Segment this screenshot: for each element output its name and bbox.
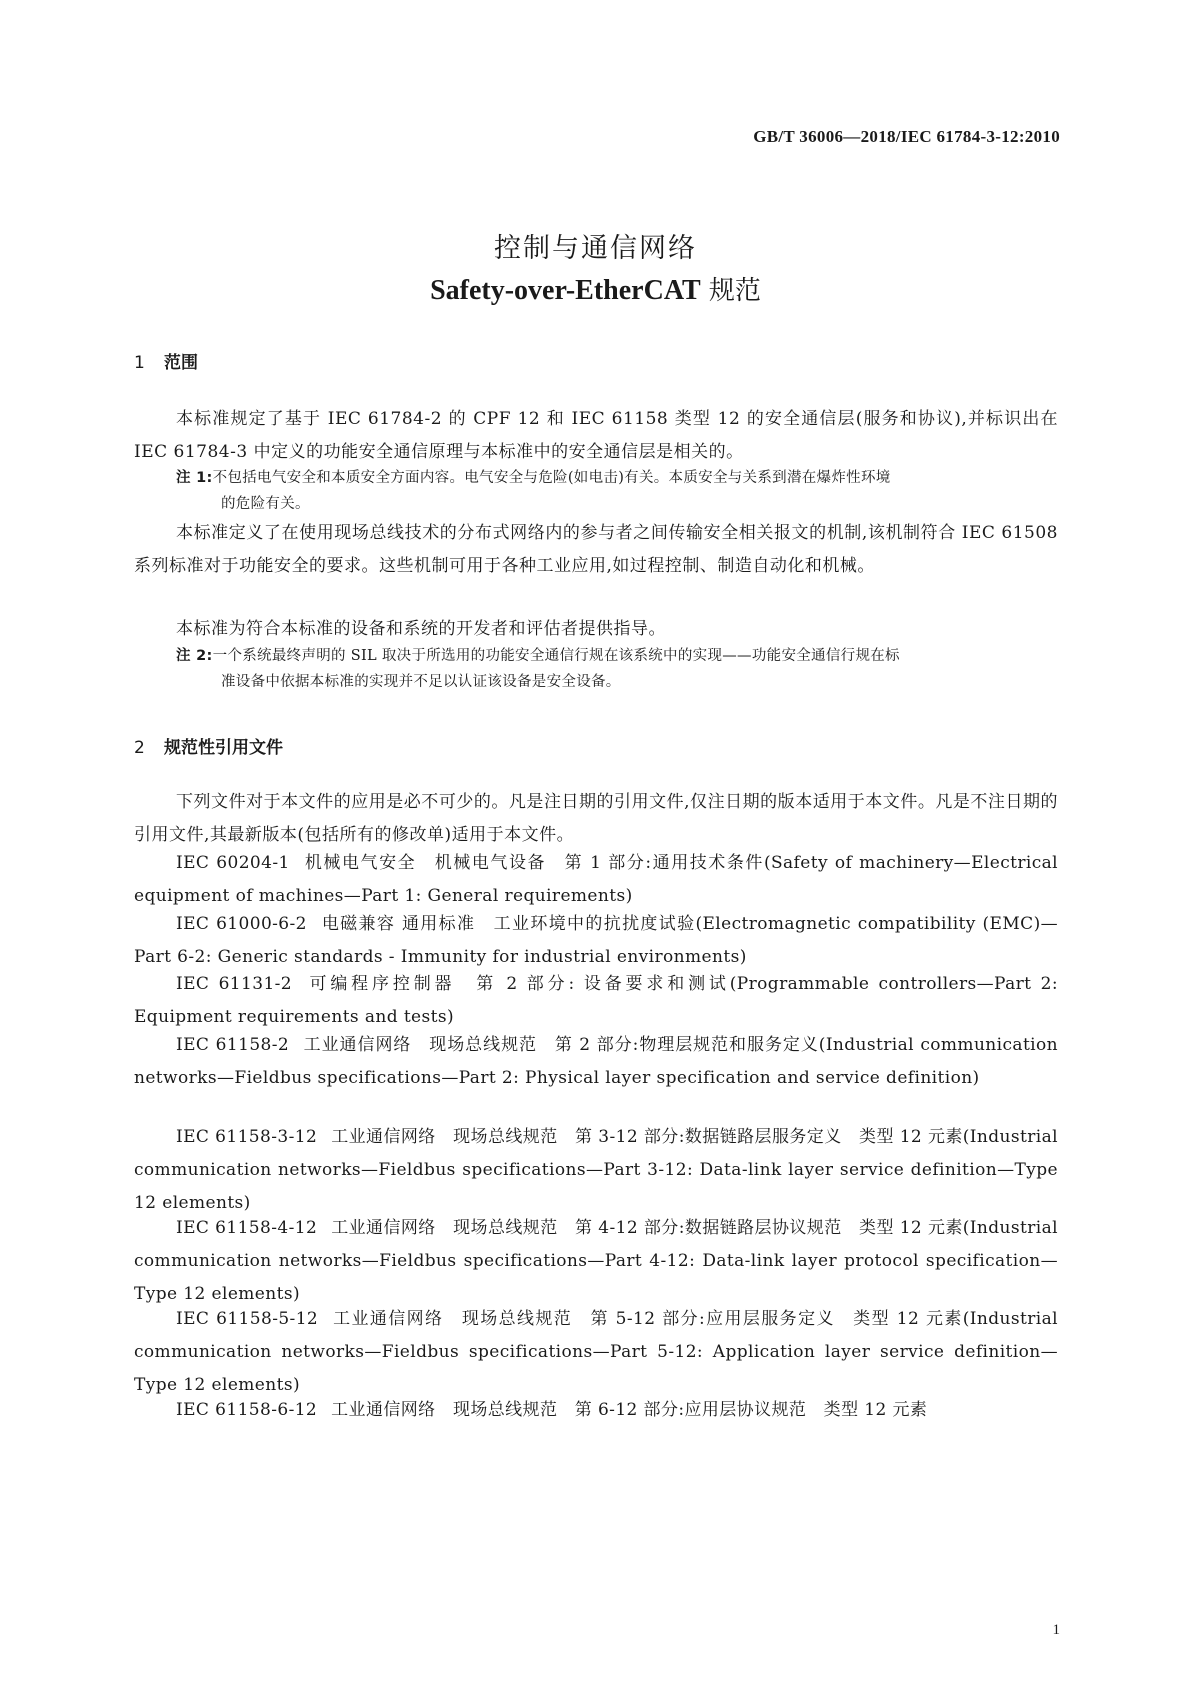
reference-item [134, 1303, 1058, 1402]
note-continuation: 准设备中依据本标准的实现并不足以认证该设备是安全设备。 [221, 674, 621, 690]
title-en-part: Safety-over-EtherCAT [430, 275, 701, 306]
note-continuation: 的危险有关。 [221, 496, 310, 512]
note-2 [176, 643, 1058, 695]
reference-code: IEC 61158-5-12 [176, 1309, 319, 1329]
title-zh-part: 规范 [700, 276, 761, 306]
reference-item [134, 1029, 1058, 1095]
scope-paragraph-2: 本标准定义了在使用现场总线技术的分布式网络内的参与者之间传输安全相关报文的机制,该机制符合 IEC 61508 系列标准对于功能安全的要求。这些机制可用于各种工业应用,如过程控制、制造自动化和机械。 [134, 523, 1058, 576]
reference-text: 电磁兼容 通用标准 工业环境中的抗扰度试验(Electromagnetic compatibility (EMC)—Part 6-2: Generic standards - Immunity for industrial environments) [134, 914, 1059, 967]
reference-item [134, 968, 1058, 1034]
section-heading-normative-references [134, 733, 283, 758]
reference-item [134, 1212, 1058, 1311]
reference-code: IEC 61158-3-12 [176, 1127, 318, 1147]
scope-paragraph-3: 本标准为符合本标准的设备和系统的开发者和评估者提供指导。 [176, 619, 666, 639]
reference-text: 工业通信网络 现场总线规范 第 2 部分:物理层规范和服务定义(Industrial communication networks—Fieldbus specifications—Part 2: Physical layer specification and service definition) [134, 1035, 1058, 1088]
section-title: 范围 [164, 353, 198, 373]
page-number: 1 [1052, 1622, 1060, 1638]
document-title-zh: 控制与通信网络 [494, 233, 697, 264]
reference-code: IEC 61158-4-12 [176, 1218, 318, 1238]
reference-text: 工业通信网络 现场总线规范 第 6-12 部分:应用层协议规范 类型 12 元素 [331, 1400, 928, 1420]
note-text: 不包括电气安全和本质安全方面内容。电气安全与危险(如电击)有关。本质安全与关系到潜在爆炸性环境 [212, 470, 891, 486]
reference-text: 工业通信网络 现场总线规范 第 4-12 部分:数据链路层协议规范 类型 12 元素(Industrial communication networks—Fieldbus specifications—Part 4-12: Data-link layer protocol specification—Type 12 elements) [134, 1218, 1058, 1304]
note-text: 一个系统最终声明的 SIL 取决于所选用的功能安全通信行规在该系统中的实现——功能安全通信行规在标 [212, 648, 900, 664]
reference-text: 工业通信网络 现场总线规范 第 5-12 部分:应用层服务定义 类型 12 元素(Industrial communication networks—Fieldbus specifications—Part 5-12: Application layer service definition—Type 12 elements) [134, 1309, 1058, 1395]
reference-text: 可编程序控制器 第 2 部分: 设备要求和测试(Programmable controllers—Part 2: Equipment requirements and tests) [134, 974, 1058, 1027]
reference-item [134, 1394, 1058, 1427]
note-1 [176, 465, 1058, 517]
scope-paragraph-1: 本标准规定了基于 IEC 61784-2 的 CPF 12 和 IEC 61158 类型 12 的安全通信层(服务和协议),并标识出在 IEC 61784-3 中定义的功能安全通信原理与本标准中的安全通信层是相关的。 [134, 409, 1058, 462]
reference-code: IEC 61158-6-12 [176, 1400, 318, 1420]
reference-code: IEC 61158-2 [176, 1035, 290, 1055]
note-label: 注 1: [176, 470, 213, 486]
section-number: 1 [134, 353, 145, 373]
section-number: 2 [134, 738, 145, 758]
reference-code: IEC 61131-2 [176, 974, 293, 994]
reference-item [134, 847, 1058, 913]
reference-text: 机械电气安全 机械电气设备 第 1 部分:通用技术条件(Safety of machinery—Electrical equipment of machines—Part 1: General requirements) [134, 853, 1059, 906]
reference-text: 工业通信网络 现场总线规范 第 3-12 部分:数据链路层服务定义 类型 12 元素(Industrial communication networks—Fieldbus specifications—Part 3-12: Data-link layer service definition—Type 12 elements) [134, 1127, 1058, 1213]
references-intro: 下列文件对于本文件的应用是必不可少的。凡是注日期的引用文件,仅注日期的版本适用于本文件。凡是不注日期的引用文件,其最新版本(包括所有的修改单)适用于本文件。 [134, 792, 1058, 845]
standard-number-header: GB/T 36006—2018/IEC 61784-3-12:2010 [753, 127, 1060, 146]
section-title: 规范性引用文件 [164, 738, 283, 758]
reference-code: IEC 61000-6-2 [176, 914, 307, 934]
reference-code: IEC 60204-1 [176, 853, 290, 873]
document-title-en [0, 270, 1191, 307]
reference-item [134, 1121, 1058, 1220]
note-label: 注 2: [176, 648, 213, 664]
section-heading-scope [134, 348, 198, 373]
reference-item [134, 908, 1058, 974]
